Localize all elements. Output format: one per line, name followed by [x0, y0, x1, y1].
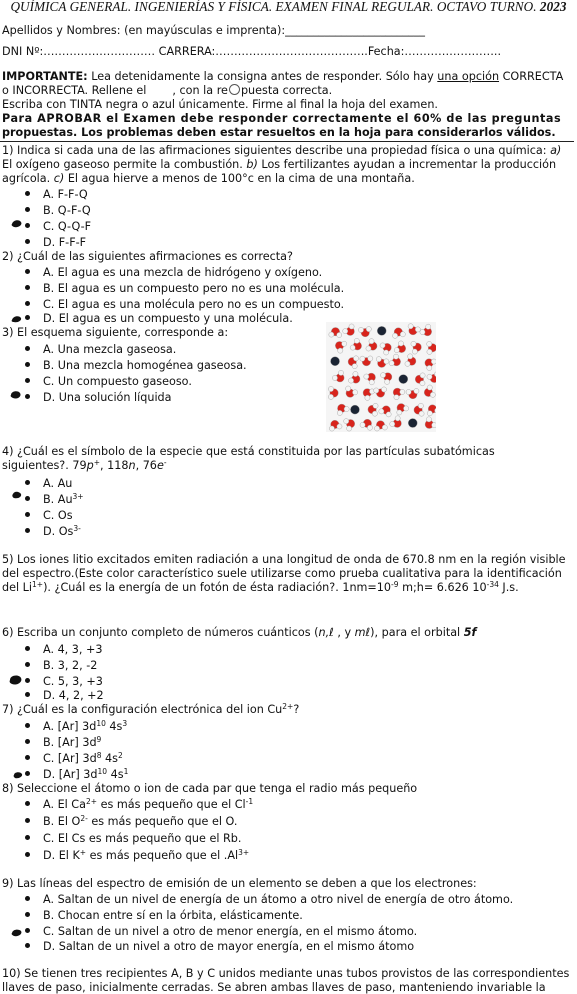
- q7-question: [2, 703, 299, 716]
- bullet-icon: [25, 801, 30, 806]
- hydrogen-atom: [408, 354, 413, 359]
- important-underline: una opción: [437, 70, 500, 83]
- q1-line-2: [2, 158, 556, 171]
- q6-question: [2, 626, 476, 639]
- hydrogen-atom: [414, 388, 419, 393]
- answer-mark-icon: [12, 770, 24, 780]
- hydrogen-atom: [346, 386, 351, 391]
- circle-icon: [229, 84, 240, 95]
- option-label: B. 3, 2, -2: [43, 659, 98, 672]
- hydrogen-atom: [354, 338, 359, 343]
- hydrogen-atom: [344, 406, 349, 411]
- q2-option-c[interactable]: [25, 298, 344, 311]
- q7-option-a[interactable]: [25, 720, 127, 733]
- bullet-icon: [25, 394, 30, 399]
- hydrogen-atom: [374, 426, 379, 431]
- hydrogen-atom: [328, 386, 333, 391]
- hydrogen-atom: [347, 426, 352, 431]
- option-label: C. Saltan de un nivel a otro de menor energía, en el mismo átomo.: [43, 925, 418, 938]
- hydrogen-atom: [406, 389, 411, 394]
- option-sup-2: 2: [117, 751, 123, 760]
- bullet-icon: [25, 362, 30, 367]
- ink-instruction: Escriba con TINTA negra o azul únicamente. Firme al final la hoja del examen.: [2, 98, 438, 111]
- option-label-2: es más pequeño que el Cl: [97, 798, 246, 811]
- hydrogen-atom: [427, 365, 432, 370]
- bullet-icon: [25, 896, 30, 901]
- q1-c: c): [53, 172, 65, 185]
- option-label: A. F-F-Q: [43, 188, 88, 201]
- hydrogen-atom: [427, 411, 432, 416]
- hydrogen-atom: [393, 354, 398, 359]
- hydrogen-atom: [366, 327, 371, 332]
- option-label-2: es más pequeño que el .Al: [86, 849, 239, 862]
- option-label-2: 4s: [107, 768, 124, 781]
- hydrogen-atom: [367, 425, 372, 430]
- option-sup: 3-: [73, 524, 81, 533]
- hydrogen-atom: [426, 324, 431, 329]
- q4-text: siguientes?. 79: [2, 459, 87, 472]
- bullet-icon: [25, 852, 30, 857]
- q4-n: n: [128, 459, 136, 472]
- q5-text-4: J.s.: [498, 581, 519, 594]
- option-label: B. El agua es un compuesto pero no es una molécula.: [43, 282, 345, 295]
- hydrogen-atom: [338, 370, 343, 375]
- q7-sup: 2+: [282, 702, 294, 711]
- option-label: B. [Ar] 3d: [43, 736, 97, 749]
- hydrogen-atom: [415, 327, 420, 332]
- hydrogen-atom: [349, 324, 354, 329]
- q6-orbital: 5f: [463, 626, 477, 639]
- option-label: D. [Ar] 3d: [43, 768, 98, 781]
- bullet-icon: [25, 739, 30, 744]
- q5-text: del Li: [2, 581, 32, 594]
- q1-option-b[interactable]: [25, 204, 91, 217]
- q7-text-2: ?: [293, 703, 300, 716]
- hydrogen-atom: [389, 361, 394, 366]
- exam-header: [0, 0, 577, 15]
- option-label: C. El agua es una molécula pero no es un compuesto.: [43, 298, 345, 311]
- option-sup: 8: [96, 751, 102, 760]
- important-line-1: [2, 70, 563, 83]
- q8-option-a[interactable]: [25, 798, 253, 811]
- hydrogen-atom: [426, 417, 431, 422]
- bullet-icon: [25, 480, 30, 485]
- bullet-icon: [25, 528, 30, 533]
- fill-instruction-b: , con la re: [172, 84, 228, 97]
- bullet-icon: [25, 943, 30, 948]
- option-label: B. Au: [43, 493, 73, 506]
- hydrogen-atom: [350, 345, 355, 350]
- hydrogen-atom: [338, 348, 343, 353]
- q8-option-c[interactable]: [25, 832, 241, 845]
- hydrogen-atom: [420, 373, 425, 378]
- q7-option-d[interactable]: [25, 768, 128, 781]
- option-sup-2: -1: [245, 797, 254, 806]
- q5-text-2: ). ¿Cuál es la energía de un fotón de ésta radiación?. 1nm=10: [43, 581, 392, 594]
- bullet-icon: [25, 239, 30, 244]
- hydrogen-atom: [427, 341, 432, 346]
- bullet-icon: [25, 207, 30, 212]
- q8-option-d[interactable]: [25, 849, 249, 862]
- bullet-icon: [25, 315, 30, 320]
- q3-option-c[interactable]: [25, 375, 192, 388]
- fill-instruction-a: o INCORRECTA. Rellene el: [2, 84, 147, 97]
- hydrogen-atom: [343, 329, 348, 334]
- hydrogen-atom: [390, 421, 395, 426]
- q4-text-2: , 118: [100, 459, 129, 472]
- answer-mark-icon: [9, 674, 23, 686]
- hydrogen-atom: [400, 389, 405, 394]
- bullet-icon: [25, 912, 30, 917]
- option-label: D. Una solución líquida: [43, 391, 172, 404]
- option-label-2: es más pequeño que el O.: [87, 815, 238, 828]
- q9-question: 9) Las líneas del espectro de emisión de un elemento se deben a que los electrones:: [2, 877, 477, 890]
- hydrogen-atom: [394, 395, 399, 400]
- q1-option-d[interactable]: [25, 236, 86, 249]
- bullet-icon: [25, 928, 30, 933]
- hydrogen-atom: [360, 422, 365, 427]
- hydrogen-atom: [427, 349, 432, 354]
- hydrogen-atom: [394, 348, 399, 353]
- hydrogen-atom: [366, 346, 371, 351]
- hydrogen-atom: [400, 332, 405, 337]
- solute-atom: [408, 419, 417, 428]
- option-sup: +: [79, 848, 87, 857]
- option-label: A. Una mezcla gaseosa.: [43, 343, 177, 356]
- hydrogen-atom: [418, 403, 423, 408]
- q9-option-d[interactable]: [25, 940, 414, 953]
- q7-option-b[interactable]: [25, 736, 101, 749]
- hydrogen-atom: [398, 341, 403, 346]
- hydrogen-atom: [348, 378, 353, 383]
- important-text-2: CORRECTA: [499, 70, 564, 83]
- hydrogen-atom: [419, 411, 424, 416]
- option-label: D. 4, 2, +2: [43, 689, 104, 702]
- hydrogen-atom: [329, 332, 334, 337]
- q6-text-3: ), para el orbital: [370, 626, 464, 639]
- q5-sup-3: -34: [486, 580, 499, 589]
- solute-atom: [399, 375, 408, 384]
- q5-line-3: [2, 581, 519, 594]
- q4-e: e: [156, 459, 164, 472]
- bullet-icon: [25, 692, 30, 697]
- q9-option-a[interactable]: [25, 893, 513, 906]
- bullet-icon: [25, 496, 30, 501]
- option-label: C. [Ar] 3d: [43, 752, 97, 765]
- q1-line-1: [2, 144, 561, 157]
- hydrogen-atom: [411, 341, 416, 346]
- bullet-icon: [25, 755, 30, 760]
- q3-question: 3) El esquema siguiente, corresponde a:: [2, 326, 229, 339]
- q9-option-b[interactable]: [25, 909, 303, 922]
- option-label: D. El K: [43, 849, 80, 862]
- hydrogen-atom: [337, 410, 342, 415]
- option-label: B. El O: [43, 815, 81, 828]
- option-sup: 3+: [72, 492, 84, 501]
- bullet-icon: [25, 301, 30, 306]
- option-label: C. Un compuesto gaseoso.: [43, 375, 192, 388]
- q4-line-1: 4) ¿Cuál es el símbolo de la especie que está constituida por las partículas subatómicas: [2, 445, 495, 458]
- q5-sup-2: -9: [391, 580, 399, 589]
- hydrogen-atom: [353, 371, 358, 376]
- option-label: B. Q-F-Q: [43, 204, 91, 217]
- q1-text-2: El oxígeno gaseoso permite la combustión.: [2, 158, 247, 171]
- hydrogen-atom: [360, 356, 365, 361]
- hydrogen-atom: [380, 343, 385, 348]
- option-label: B. Chocan entre sí en la órbita, elásticamente.: [43, 909, 303, 922]
- q5-line-1: 5) Los iones litio excitados emiten radiación a una longitud de onda de 670.8 nm en la región visible: [2, 553, 566, 566]
- bullet-icon: [25, 191, 30, 196]
- q9-option-c[interactable]: [25, 925, 417, 938]
- q1-option-c[interactable]: [25, 220, 91, 233]
- hydrogen-atom: [392, 333, 397, 338]
- q4-option-c[interactable]: [25, 509, 73, 522]
- q2-option-d[interactable]: [25, 312, 293, 325]
- fill-instruction-c: puesta correcta.: [240, 84, 333, 97]
- q10-line-1: 10) Se tienen tres recipientes A, B y C unidos mediante unas tubos provistos de las correspondientes: [2, 967, 570, 980]
- approval-line-1: Para APROBAR el Examen debe responder correctamente el 60% de las preguntas: [2, 112, 562, 125]
- solute-atom: [331, 357, 340, 366]
- option-sup: 2+: [85, 797, 98, 806]
- bullet-icon: [25, 269, 30, 274]
- q6-option-a[interactable]: [25, 643, 103, 656]
- option-label: C. 5, 3, +3: [43, 675, 103, 688]
- q8-option-b[interactable]: [25, 815, 237, 828]
- q1-text-3: Los fertilizantes ayudan a incrementar la producción: [257, 158, 557, 171]
- option-sup: 9: [96, 735, 102, 744]
- hydrogen-atom: [384, 350, 389, 355]
- bullet-icon: [25, 285, 30, 290]
- bullet-icon: [25, 646, 30, 651]
- q1-text-5: El agua hierve a menos de 100°c en la cima de una montaña.: [64, 172, 415, 185]
- hydrogen-atom: [369, 339, 374, 344]
- hydrogen-atom: [380, 373, 385, 378]
- option-label: A. 4, 3, +3: [43, 643, 103, 656]
- bullet-icon: [25, 346, 30, 351]
- option-label: D. El agua es un compuesto y una molécula.: [43, 312, 293, 325]
- important-text: Lea detenidamente la consigna antes de responder. Sólo hay: [87, 70, 438, 83]
- q1-a: a): [550, 144, 562, 157]
- bullet-icon: [25, 512, 30, 517]
- option-sup-2: 1: [123, 767, 129, 776]
- solute-atom: [350, 405, 359, 414]
- q1-line-3: [2, 172, 415, 185]
- option-label-2: 4s: [105, 720, 123, 733]
- hydrogen-atom: [358, 327, 363, 332]
- bullet-icon: [25, 378, 30, 383]
- option-label: C. Os: [43, 509, 73, 522]
- hydrogen-atom: [403, 406, 408, 411]
- hydrogen-atom: [427, 385, 432, 390]
- q5-sup: 1+: [32, 580, 44, 589]
- q1-text-4: agrícola.: [2, 172, 54, 185]
- q1-text: 1) Indica si cada una de las afirmaciones siguientes describe una propiedad física o una química:: [2, 144, 551, 157]
- hydrogen-atom: [432, 423, 436, 428]
- bullet-icon: [25, 723, 30, 728]
- option-label: A. Saltan de un nivel de energía de un átomo a otro nivel de energía de otro átomo.: [43, 893, 514, 906]
- option-sup: 2-: [80, 814, 88, 823]
- q6-option-b[interactable]: [25, 659, 97, 672]
- header-year: 2023: [539, 0, 567, 14]
- q1-b: b): [246, 158, 258, 171]
- hydrogen-atom: [374, 388, 379, 393]
- option-label: C. Q-Q-F: [43, 220, 92, 233]
- hydrogen-atom: [384, 379, 389, 384]
- q6-text-2: , y: [333, 626, 355, 639]
- separator-line: [0, 141, 574, 142]
- hydrogen-atom: [364, 374, 369, 379]
- hydrogen-atom: [408, 324, 413, 329]
- hydrogen-atom: [379, 409, 384, 414]
- q4-p: p: [86, 459, 94, 472]
- bullet-icon: [25, 223, 30, 228]
- q2-question: 2) ¿Cuál de las siguientes afirmaciones es correcta?: [2, 250, 293, 263]
- q4-minus: -: [163, 458, 167, 467]
- q3-option-b[interactable]: [25, 359, 247, 372]
- hydrogen-atom: [368, 356, 373, 361]
- q5-line-2: del espectro.(Este color característico suele utilizarse como prueba cualitativa para la identificación: [2, 567, 562, 580]
- answer-mark-icon: [10, 390, 22, 400]
- hydrogen-atom: [381, 387, 386, 392]
- hydrogen-atom: [365, 395, 370, 400]
- q5-text-3: m;h= 6.626 10: [398, 581, 487, 594]
- option-label: A. Au: [43, 477, 73, 490]
- hydrogen-atom: [373, 403, 378, 408]
- q6-ml: mℓ: [354, 626, 371, 639]
- hydrogen-atom: [412, 349, 417, 354]
- bullet-icon: [25, 678, 30, 683]
- bullet-icon: [25, 662, 30, 667]
- q2-option-b[interactable]: [25, 282, 344, 295]
- hydrogen-atom: [382, 425, 387, 430]
- important-line-2: [2, 84, 332, 97]
- hydrogen-atom: [353, 356, 358, 361]
- q4-plus: +: [93, 458, 101, 467]
- option-label: D. F-F-F: [43, 236, 87, 249]
- answer-mark-icon: [11, 314, 23, 324]
- option-label: D. Saltan de un nivel a otro de mayor energía, en el mismo átomo: [43, 940, 415, 953]
- hydrogen-atom: [420, 381, 425, 386]
- q8-question: 8) Seleccione el átomo o ion de cada par que tenga el radio más pequeño: [2, 782, 418, 795]
- q7-text: 7) ¿Cuál es la configuración electrónica del ion Cu: [2, 703, 283, 716]
- q6-nl: n,ℓ: [318, 626, 334, 639]
- option-label: A. El agua es una mezcla de hidrógeno y oxígeno.: [43, 266, 323, 279]
- q4-option-a[interactable]: [25, 477, 72, 490]
- option-label: A. [Ar] 3d: [43, 720, 97, 733]
- option-label: D. Os: [43, 525, 74, 538]
- bullet-icon: [25, 835, 30, 840]
- hydrogen-atom: [344, 419, 349, 424]
- option-label: A. El Ca: [43, 798, 86, 811]
- hydrogen-atom: [372, 411, 377, 416]
- q7-option-c[interactable]: [25, 752, 123, 765]
- option-sup-2: 3+: [238, 848, 250, 857]
- hydrogen-atom: [397, 410, 402, 415]
- approval-line-2: propuestas. Los problemas deben estar resueltos en la hoja para considerarlos válidos.: [2, 126, 556, 139]
- hydrogen-atom: [427, 374, 432, 379]
- q4-text-3: , 76: [135, 459, 157, 472]
- q3-option-a[interactable]: [25, 343, 176, 356]
- q3-option-d[interactable]: [25, 391, 172, 404]
- hydrogen-atom: [332, 375, 337, 380]
- q1-option-a[interactable]: [25, 188, 88, 201]
- hydrogen-atom: [395, 416, 400, 421]
- hydrogen-atom: [386, 412, 391, 417]
- hydrogen-atom: [337, 332, 342, 337]
- q4-option-b[interactable]: [25, 493, 84, 506]
- q4-option-d[interactable]: [25, 525, 81, 538]
- option-sup: 10: [97, 767, 108, 776]
- option-sup-2: 3: [122, 719, 128, 728]
- hydrogen-atom: [431, 359, 436, 364]
- header-title: QUÍMICA GENERAL. INGENIERÍAS Y FÍSICA. EXAMEN FINAL REGULAR. OCTAVO TURNO.: [10, 0, 537, 14]
- molecular-diagram: [326, 322, 436, 432]
- names-field[interactable]: Apellidos y Nombres: (en mayúsculas e imprenta):_________________________: [2, 24, 425, 37]
- hydrogen-atom: [430, 392, 435, 397]
- option-label-2: 4s: [101, 752, 118, 765]
- dni-field[interactable]: DNI Nº:………………………… CARRERA:…………………………………..Fecha:……………………..: [2, 45, 502, 58]
- option-sup: 10: [96, 719, 106, 728]
- q6-option-c[interactable]: [25, 675, 103, 688]
- q4-line-2: [2, 459, 167, 472]
- q10-line-2: llaves de paso, inicialmente cerradas. Se abren ambas llaves de paso, manteniendo invariable la: [2, 981, 546, 994]
- q2-option-a[interactable]: [25, 266, 322, 279]
- solute-atom: [377, 326, 386, 335]
- bullet-icon: [25, 818, 30, 823]
- hydrogen-atom: [384, 359, 389, 364]
- option-label: B. Una mezcla homogénea gaseosa.: [43, 359, 247, 372]
- q6-option-d[interactable]: [25, 689, 104, 702]
- answer-mark-icon: [11, 219, 23, 229]
- hydrogen-atom: [376, 357, 381, 362]
- hydrogen-atom: [328, 394, 333, 399]
- hydrogen-atom: [329, 426, 334, 431]
- important-label: IMPORTANTE:: [2, 70, 88, 83]
- hydrogen-atom: [405, 361, 410, 366]
- hydrogen-atom: [352, 364, 357, 369]
- answer-mark-icon: [11, 928, 23, 938]
- option-label: C. El Cs es más pequeño que el Rb.: [43, 832, 242, 845]
- hydrogen-atom: [420, 329, 425, 334]
- q6-text: 6) Escriba un conjunto completo de números cuánticos (: [2, 626, 319, 639]
- hydrogen-atom: [352, 390, 357, 395]
- bullet-icon: [25, 771, 30, 776]
- answer-mark-icon: [11, 490, 23, 500]
- hydrogen-atom: [369, 380, 374, 385]
- hydrogen-atom: [337, 424, 342, 429]
- hydrogen-atom: [342, 341, 347, 346]
